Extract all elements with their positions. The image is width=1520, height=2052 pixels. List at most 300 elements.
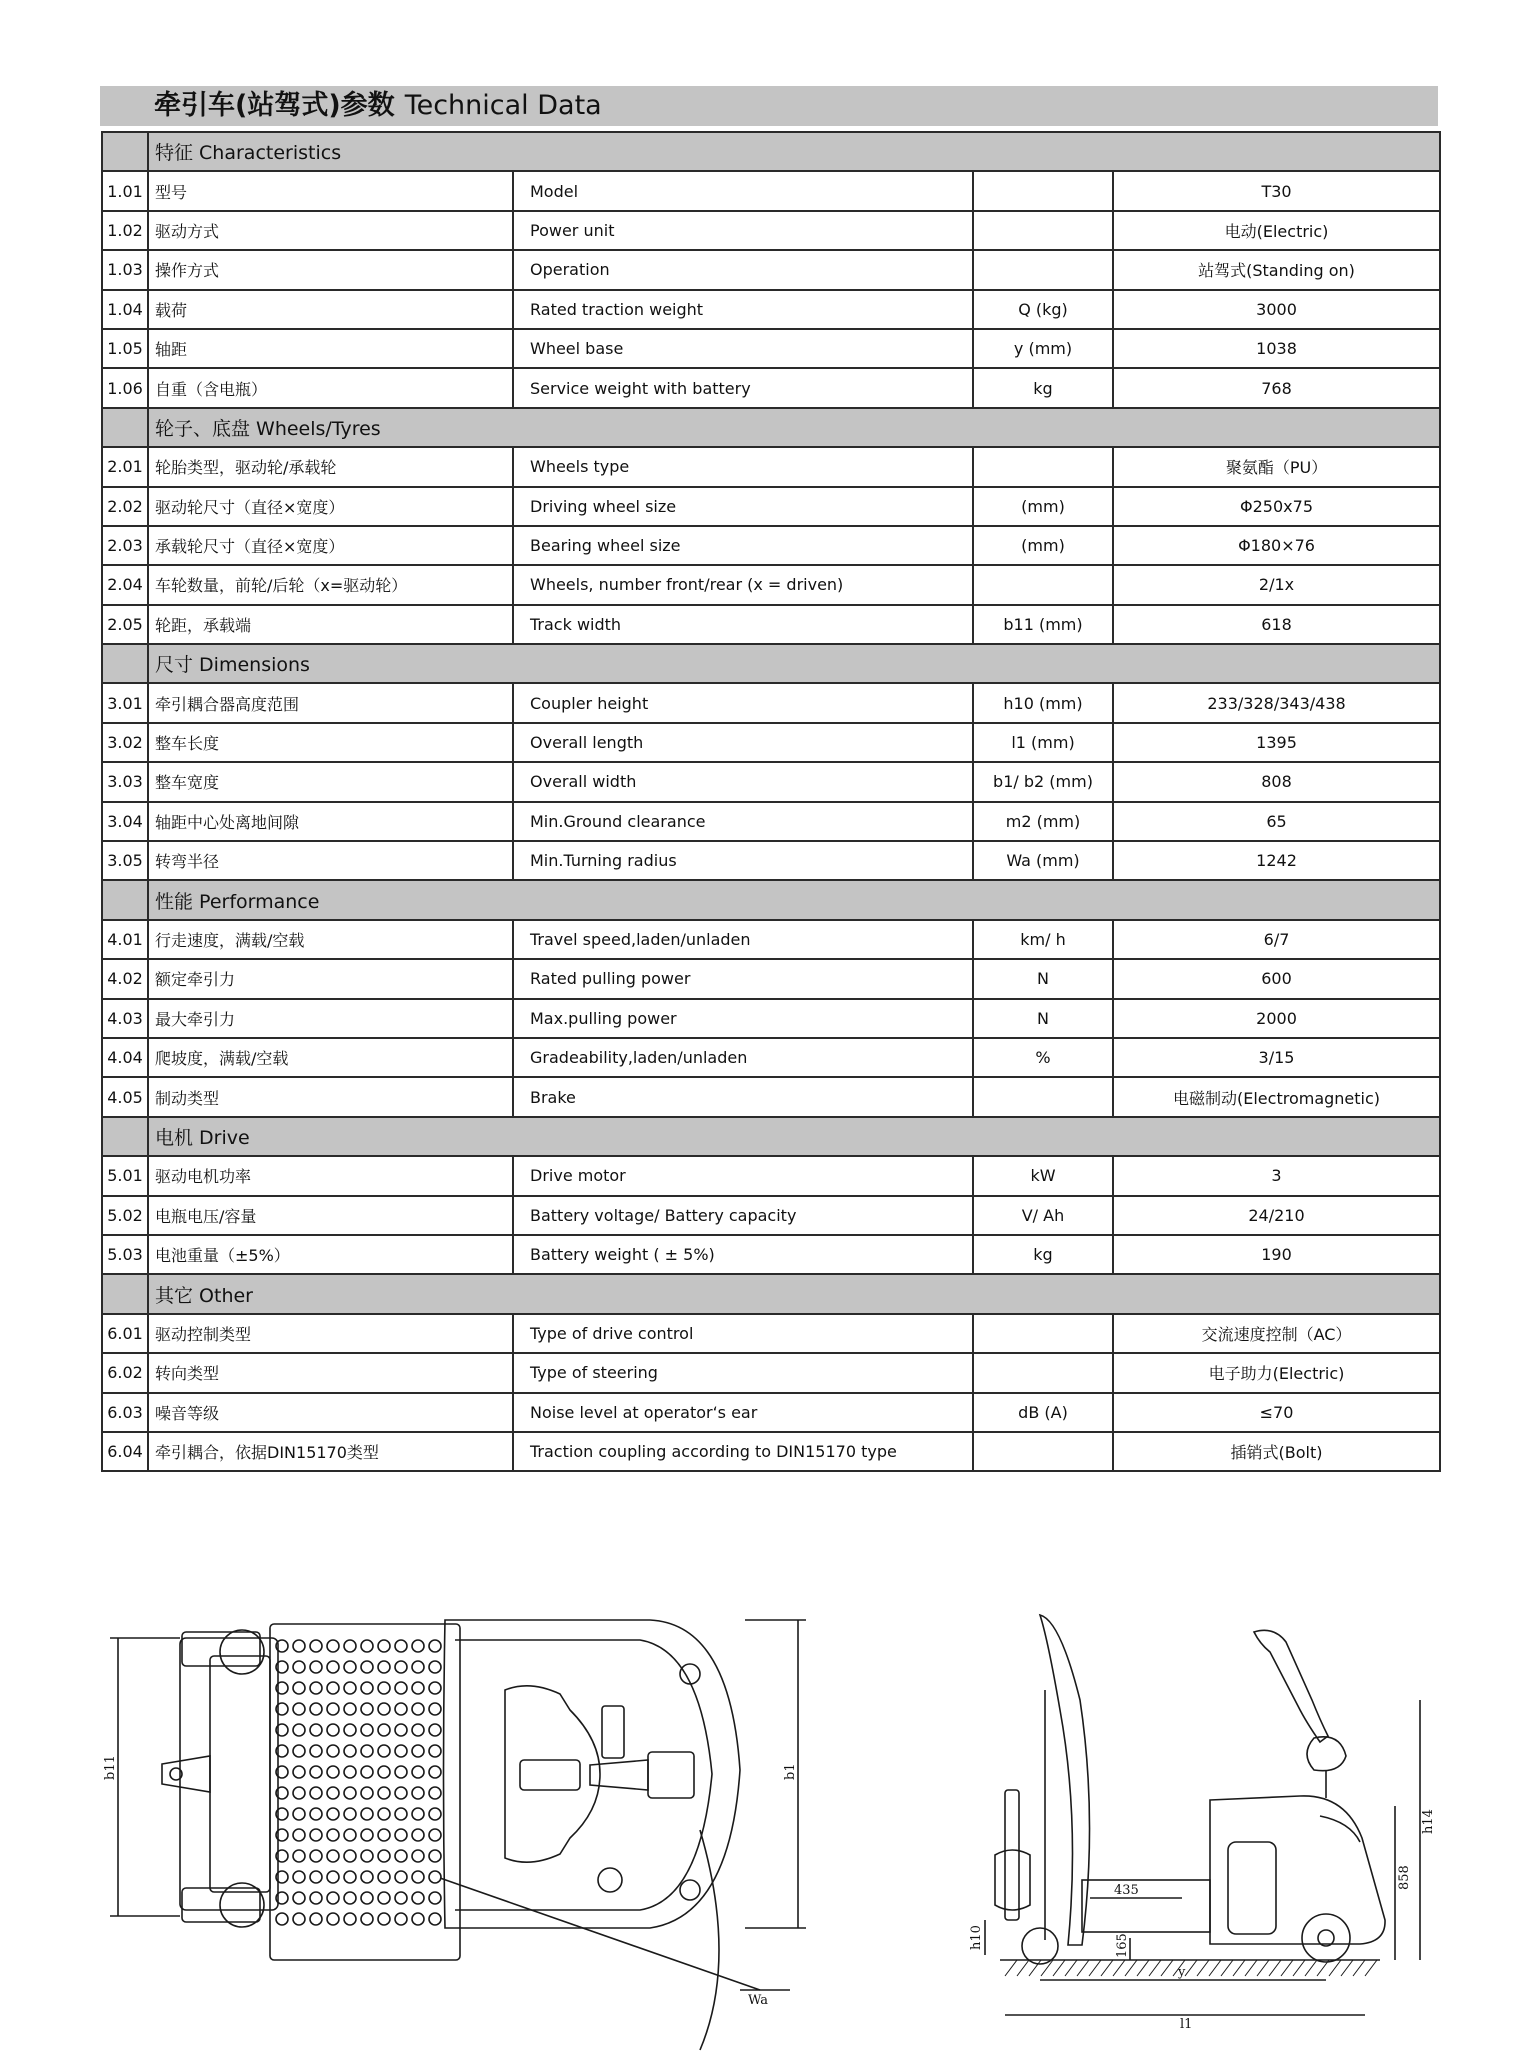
platform-hole xyxy=(293,1724,305,1736)
technical-data-table xyxy=(101,131,1441,1472)
chinese-label: 驱动方式 xyxy=(148,211,513,250)
platform-hole xyxy=(378,1640,390,1652)
row-number: 4.03 xyxy=(102,999,148,1038)
row-number: 5.01 xyxy=(102,1156,148,1195)
table-row xyxy=(102,999,1440,1038)
unit-cell xyxy=(973,250,1113,289)
platform-hole xyxy=(344,1892,356,1904)
english-label: Bearing wheel size xyxy=(513,526,973,565)
section-number-cell xyxy=(102,132,148,171)
english-label: Rated pulling power xyxy=(513,959,973,998)
value-cell: 768 xyxy=(1113,368,1440,407)
rear-wheel-bottom xyxy=(182,1888,260,1922)
unit-cell: V/ Ah xyxy=(973,1196,1113,1235)
label-h14: h14 xyxy=(1421,1809,1436,1834)
section-title: 特征 Characteristics xyxy=(148,132,1440,171)
table-row xyxy=(102,1077,1440,1116)
platform-hole xyxy=(293,1913,305,1925)
hatch-line xyxy=(1017,1960,1029,1976)
platform-dot-grid xyxy=(276,1640,441,1925)
platform-hole xyxy=(344,1913,356,1925)
unit-cell: m2 (mm) xyxy=(973,802,1113,841)
value-cell: 3/15 xyxy=(1113,1038,1440,1077)
unit-cell: y (mm) xyxy=(973,329,1113,368)
platform-hole xyxy=(412,1871,424,1883)
english-label: Service weight with battery xyxy=(513,368,973,407)
value-cell: 2000 xyxy=(1113,999,1440,1038)
platform-hole xyxy=(395,1787,407,1799)
unit-cell: dB (A) xyxy=(973,1393,1113,1432)
value-cell: 电磁制动(Electromagnetic) xyxy=(1113,1077,1440,1116)
label-165: 165 xyxy=(1115,1933,1130,1958)
value-cell: 618 xyxy=(1113,605,1440,644)
chinese-label: 噪音等级 xyxy=(148,1393,513,1432)
platform-hole xyxy=(310,1850,322,1862)
platform-hole xyxy=(361,1703,373,1715)
value-cell: 站驾式(Standing on) xyxy=(1113,250,1440,289)
hatch-line xyxy=(1161,1960,1173,1976)
platform-hole xyxy=(327,1850,339,1862)
unit-cell xyxy=(973,211,1113,250)
platform-hole xyxy=(361,1829,373,1841)
hatch-line xyxy=(1125,1960,1137,1976)
hatch-line xyxy=(1101,1960,1113,1976)
unit-cell: Wa (mm) xyxy=(973,841,1113,880)
chinese-label: 转弯半径 xyxy=(148,841,513,880)
platform-hole xyxy=(293,1661,305,1673)
table-row xyxy=(102,526,1440,565)
platform-hole xyxy=(344,1871,356,1883)
platform-hole xyxy=(293,1745,305,1757)
table-row xyxy=(102,290,1440,329)
english-label: Travel speed,laden/unladen xyxy=(513,920,973,959)
hatch-line xyxy=(1089,1960,1101,1976)
unit-cell: N xyxy=(973,959,1113,998)
unit-cell: b11 (mm) xyxy=(973,605,1113,644)
platform-hole xyxy=(327,1787,339,1799)
platform-hole xyxy=(327,1892,339,1904)
platform-hole xyxy=(429,1745,441,1757)
label-435: 435 xyxy=(1114,1883,1139,1898)
unit-cell: h10 (mm) xyxy=(973,683,1113,722)
platform-hole xyxy=(378,1892,390,1904)
platform-hole xyxy=(361,1913,373,1925)
hatch-line xyxy=(1065,1960,1077,1976)
chinese-label: 爬坡度，满载/空载 xyxy=(148,1038,513,1077)
hatch-line xyxy=(1365,1960,1377,1976)
english-label: Max.pulling power xyxy=(513,999,973,1038)
ground-hatch xyxy=(1005,1960,1377,1976)
chinese-label: 载荷 xyxy=(148,290,513,329)
unit-cell: (mm) xyxy=(973,526,1113,565)
table-row xyxy=(102,841,1440,880)
platform-hole xyxy=(378,1913,390,1925)
platform-hole xyxy=(395,1850,407,1862)
hatch-line xyxy=(1113,1960,1125,1976)
platform-hole xyxy=(327,1829,339,1841)
value-cell: 600 xyxy=(1113,959,1440,998)
platform-hole xyxy=(429,1766,441,1778)
unit-cell: kg xyxy=(973,1235,1113,1274)
hatch-line xyxy=(1005,1960,1017,1976)
platform-hole xyxy=(412,1640,424,1652)
table-row xyxy=(102,447,1440,486)
table-row xyxy=(102,1156,1440,1195)
english-label: Type of drive control xyxy=(513,1314,973,1353)
platform-hole xyxy=(344,1682,356,1694)
row-number: 3.04 xyxy=(102,802,148,841)
platform-hole xyxy=(412,1829,424,1841)
value-cell: 233/328/343/438 xyxy=(1113,683,1440,722)
chinese-label: 电瓶电压/容量 xyxy=(148,1196,513,1235)
hatch-line xyxy=(1221,1960,1233,1976)
table-row xyxy=(102,1196,1440,1235)
chinese-label: 轮胎类型，驱动轮/承载轮 xyxy=(148,447,513,486)
row-number: 3.03 xyxy=(102,762,148,801)
value-cell: ≤70 xyxy=(1113,1393,1440,1432)
hatch-line xyxy=(1353,1960,1365,1976)
platform-hole xyxy=(378,1829,390,1841)
unit-cell xyxy=(973,1077,1113,1116)
chinese-label: 驱动电机功率 xyxy=(148,1156,513,1195)
table-row xyxy=(102,487,1440,526)
platform-hole xyxy=(429,1724,441,1736)
value-cell: 3 xyxy=(1113,1156,1440,1195)
platform-hole xyxy=(395,1808,407,1820)
top-view-drawing xyxy=(110,1620,806,2050)
unit-cell: km/ h xyxy=(973,920,1113,959)
hatch-line xyxy=(1029,1960,1041,1976)
section-number-cell xyxy=(102,408,148,447)
label-b11: b11 xyxy=(103,1755,118,1780)
platform-hole xyxy=(429,1787,441,1799)
platform-hole xyxy=(327,1766,339,1778)
english-label: Wheels, number front/rear (x = driven) xyxy=(513,565,973,604)
value-cell: 1395 xyxy=(1113,723,1440,762)
chinese-label: 车轮数量，前轮/后轮（x=驱动轮） xyxy=(148,565,513,604)
chinese-label: 转向类型 xyxy=(148,1353,513,1392)
platform-hole xyxy=(293,1766,305,1778)
row-number: 2.03 xyxy=(102,526,148,565)
unit-cell xyxy=(973,171,1113,210)
platform-hole xyxy=(293,1892,305,1904)
english-label: Driving wheel size xyxy=(513,487,973,526)
platform-hole xyxy=(293,1850,305,1862)
platform-hole xyxy=(310,1766,322,1778)
table-row xyxy=(102,1235,1440,1274)
platform-hole xyxy=(378,1850,390,1862)
platform-hole xyxy=(310,1871,322,1883)
platform-hole xyxy=(429,1682,441,1694)
truck-drawings xyxy=(0,1560,1520,2052)
label-858: 858 xyxy=(1397,1865,1412,1890)
section-header xyxy=(102,880,1440,919)
platform-hole xyxy=(310,1808,322,1820)
chinese-label: 牵引耦合，依据DIN15170类型 xyxy=(148,1432,513,1471)
platform-hole xyxy=(361,1640,373,1652)
english-label: Traction coupling according to DIN15170 type xyxy=(513,1432,973,1471)
row-number: 6.02 xyxy=(102,1353,148,1392)
platform-hole xyxy=(327,1724,339,1736)
section-header xyxy=(102,644,1440,683)
value-cell: 聚氨酯（PU） xyxy=(1113,447,1440,486)
platform-hole xyxy=(395,1661,407,1673)
platform-hole xyxy=(395,1871,407,1883)
label-y: y xyxy=(1178,1965,1186,1980)
label-h10: h10 xyxy=(969,1925,984,1950)
table-row xyxy=(102,683,1440,722)
english-label: Coupler height xyxy=(513,683,973,722)
english-label: Overall width xyxy=(513,762,973,801)
platform-hole xyxy=(412,1661,424,1673)
english-label: Track width xyxy=(513,605,973,644)
platform-hole xyxy=(378,1682,390,1694)
english-label: Noise level at operator‘s ear xyxy=(513,1393,973,1432)
table-row xyxy=(102,920,1440,959)
platform-hole xyxy=(344,1745,356,1757)
platform-hole xyxy=(412,1850,424,1862)
row-number: 2.02 xyxy=(102,487,148,526)
turning-radius-line xyxy=(440,1878,760,1990)
platform-hole xyxy=(310,1640,322,1652)
english-label: Drive motor xyxy=(513,1156,973,1195)
platform-hole xyxy=(378,1703,390,1715)
english-label: Operation xyxy=(513,250,973,289)
platform-hole xyxy=(412,1808,424,1820)
row-number: 2.01 xyxy=(102,447,148,486)
hatch-line xyxy=(1269,1960,1281,1976)
row-number: 2.04 xyxy=(102,565,148,604)
platform-hole xyxy=(412,1703,424,1715)
table-row xyxy=(102,211,1440,250)
section-title: 尺寸 Dimensions xyxy=(148,644,1440,683)
hatch-line xyxy=(1197,1960,1209,1976)
value-cell: 交流速度控制（AC） xyxy=(1113,1314,1440,1353)
caster-bottom xyxy=(220,1883,264,1927)
caster-top xyxy=(220,1630,264,1674)
value-cell: T30 xyxy=(1113,171,1440,210)
table-row xyxy=(102,250,1440,289)
chinese-label: 整车宽度 xyxy=(148,762,513,801)
platform-hole xyxy=(276,1913,288,1925)
table-row xyxy=(102,1038,1440,1077)
title-chinese: 牵引车(站驾式)参数 xyxy=(154,90,395,121)
table-row xyxy=(102,959,1440,998)
platform-hole xyxy=(395,1892,407,1904)
platform-hole xyxy=(344,1724,356,1736)
platform-hole xyxy=(378,1871,390,1883)
value-cell: Φ250x75 xyxy=(1113,487,1440,526)
table-row xyxy=(102,171,1440,210)
row-number: 3.01 xyxy=(102,683,148,722)
section-header xyxy=(102,1274,1440,1313)
platform-hole xyxy=(310,1829,322,1841)
platform-hole xyxy=(378,1787,390,1799)
platform-hole xyxy=(293,1871,305,1883)
unit-cell: Q (kg) xyxy=(973,290,1113,329)
platform-hole xyxy=(344,1850,356,1862)
platform-hole xyxy=(344,1661,356,1673)
hatch-line xyxy=(1281,1960,1293,1976)
table-row xyxy=(102,1353,1440,1392)
unit-cell: (mm) xyxy=(973,487,1113,526)
section-title: 轮子、底盘 Wheels/Tyres xyxy=(148,408,1440,447)
platform-hole xyxy=(310,1661,322,1673)
row-number: 2.05 xyxy=(102,605,148,644)
platform-hole xyxy=(395,1682,407,1694)
english-label: Rated traction weight xyxy=(513,290,973,329)
hatch-line xyxy=(1293,1960,1305,1976)
platform-hole xyxy=(412,1745,424,1757)
platform-hole xyxy=(361,1850,373,1862)
platform-hole xyxy=(344,1829,356,1841)
unit-cell: l1 (mm) xyxy=(973,723,1113,762)
row-number: 5.02 xyxy=(102,1196,148,1235)
platform-hole xyxy=(327,1808,339,1820)
chinese-label: 操作方式 xyxy=(148,250,513,289)
chinese-label: 整车长度 xyxy=(148,723,513,762)
platform-hole xyxy=(310,1787,322,1799)
platform-hole xyxy=(395,1829,407,1841)
unit-cell xyxy=(973,1353,1113,1392)
side-view-drawing xyxy=(985,1615,1420,2015)
platform-hole xyxy=(293,1787,305,1799)
platform-hole xyxy=(344,1787,356,1799)
english-label: Wheel base xyxy=(513,329,973,368)
english-label: Min.Turning radius xyxy=(513,841,973,880)
platform-hole xyxy=(429,1808,441,1820)
platform-hole xyxy=(429,1913,441,1925)
section-number-cell xyxy=(102,1117,148,1156)
unit-cell: N xyxy=(973,999,1113,1038)
platform-hole xyxy=(293,1829,305,1841)
platform-hole xyxy=(327,1871,339,1883)
unit-cell: kg xyxy=(973,368,1113,407)
english-label: Min.Ground clearance xyxy=(513,802,973,841)
table-row xyxy=(102,329,1440,368)
platform-hole xyxy=(361,1808,373,1820)
row-number: 6.03 xyxy=(102,1393,148,1432)
hatch-line xyxy=(1053,1960,1065,1976)
platform-hole xyxy=(412,1682,424,1694)
platform-hole xyxy=(361,1682,373,1694)
english-label: Wheels type xyxy=(513,447,973,486)
platform-hole xyxy=(310,1682,322,1694)
page-title xyxy=(154,88,602,124)
value-cell: 808 xyxy=(1113,762,1440,801)
row-number: 1.06 xyxy=(102,368,148,407)
platform-hole xyxy=(361,1766,373,1778)
platform-hole xyxy=(327,1745,339,1757)
english-label: Overall length xyxy=(513,723,973,762)
platform-hole xyxy=(327,1640,339,1652)
hatch-line xyxy=(1341,1960,1353,1976)
value-cell: 电子助力(Electric) xyxy=(1113,1353,1440,1392)
row-number: 6.01 xyxy=(102,1314,148,1353)
platform-hole xyxy=(361,1745,373,1757)
chinese-label: 制动类型 xyxy=(148,1077,513,1116)
platform-hole xyxy=(378,1808,390,1820)
hatch-line xyxy=(1305,1960,1317,1976)
table-row xyxy=(102,605,1440,644)
value-cell: 6/7 xyxy=(1113,920,1440,959)
chinese-label: 最大牵引力 xyxy=(148,999,513,1038)
platform-hole xyxy=(429,1829,441,1841)
chinese-label: 自重（含电瓶） xyxy=(148,368,513,407)
platform-hole xyxy=(361,1871,373,1883)
platform-hole xyxy=(344,1766,356,1778)
english-label: Brake xyxy=(513,1077,973,1116)
platform-hole xyxy=(293,1808,305,1820)
section-header xyxy=(102,132,1440,171)
platform-hole xyxy=(293,1682,305,1694)
row-number: 3.05 xyxy=(102,841,148,880)
platform-hole xyxy=(378,1745,390,1757)
section-header xyxy=(102,1117,1440,1156)
hatch-line xyxy=(1233,1960,1245,1976)
platform-hole xyxy=(378,1724,390,1736)
title-bar xyxy=(100,86,1438,126)
hatch-line xyxy=(1185,1960,1197,1976)
section-number-cell xyxy=(102,644,148,683)
platform-hole xyxy=(429,1850,441,1862)
chinese-label: 型号 xyxy=(148,171,513,210)
value-cell: 65 xyxy=(1113,802,1440,841)
row-number: 1.03 xyxy=(102,250,148,289)
section-number-cell xyxy=(102,1274,148,1313)
platform-hole xyxy=(378,1661,390,1673)
platform-hole xyxy=(293,1703,305,1715)
hatch-line xyxy=(1329,1960,1341,1976)
platform-hole xyxy=(395,1745,407,1757)
value-cell: 24/210 xyxy=(1113,1196,1440,1235)
platform-hole xyxy=(361,1787,373,1799)
unit-cell: kW xyxy=(973,1156,1113,1195)
value-cell: 3000 xyxy=(1113,290,1440,329)
platform-hole xyxy=(344,1640,356,1652)
hatch-line xyxy=(1245,1960,1257,1976)
platform-hole xyxy=(344,1808,356,1820)
english-label: Power unit xyxy=(513,211,973,250)
platform-hole xyxy=(327,1661,339,1673)
platform-hole xyxy=(395,1766,407,1778)
chinese-label: 轴距 xyxy=(148,329,513,368)
unit-cell xyxy=(973,1432,1113,1471)
chinese-label: 承载轮尺寸（直径×宽度） xyxy=(148,526,513,565)
platform-hole xyxy=(429,1892,441,1904)
section-title: 其它 Other xyxy=(148,1274,1440,1313)
platform-hole xyxy=(395,1913,407,1925)
platform-hole xyxy=(412,1724,424,1736)
title-english: Technical Data xyxy=(404,90,602,121)
platform-hole xyxy=(412,1892,424,1904)
platform-hole xyxy=(395,1640,407,1652)
row-number: 1.05 xyxy=(102,329,148,368)
section-title: 电机 Drive xyxy=(148,1117,1440,1156)
label-l1: l1 xyxy=(1180,2017,1193,2032)
platform-hole xyxy=(412,1913,424,1925)
row-number: 6.04 xyxy=(102,1432,148,1471)
value-cell: 插销式(Bolt) xyxy=(1113,1432,1440,1471)
platform-hole xyxy=(310,1724,322,1736)
platform-hole xyxy=(310,1703,322,1715)
chinese-label: 牵引耦合器高度范围 xyxy=(148,683,513,722)
table-row xyxy=(102,723,1440,762)
row-number: 1.04 xyxy=(102,290,148,329)
value-cell: 190 xyxy=(1113,1235,1440,1274)
english-label: Battery weight ( ± 5%) xyxy=(513,1235,973,1274)
unit-cell: b1/ b2 (mm) xyxy=(973,762,1113,801)
